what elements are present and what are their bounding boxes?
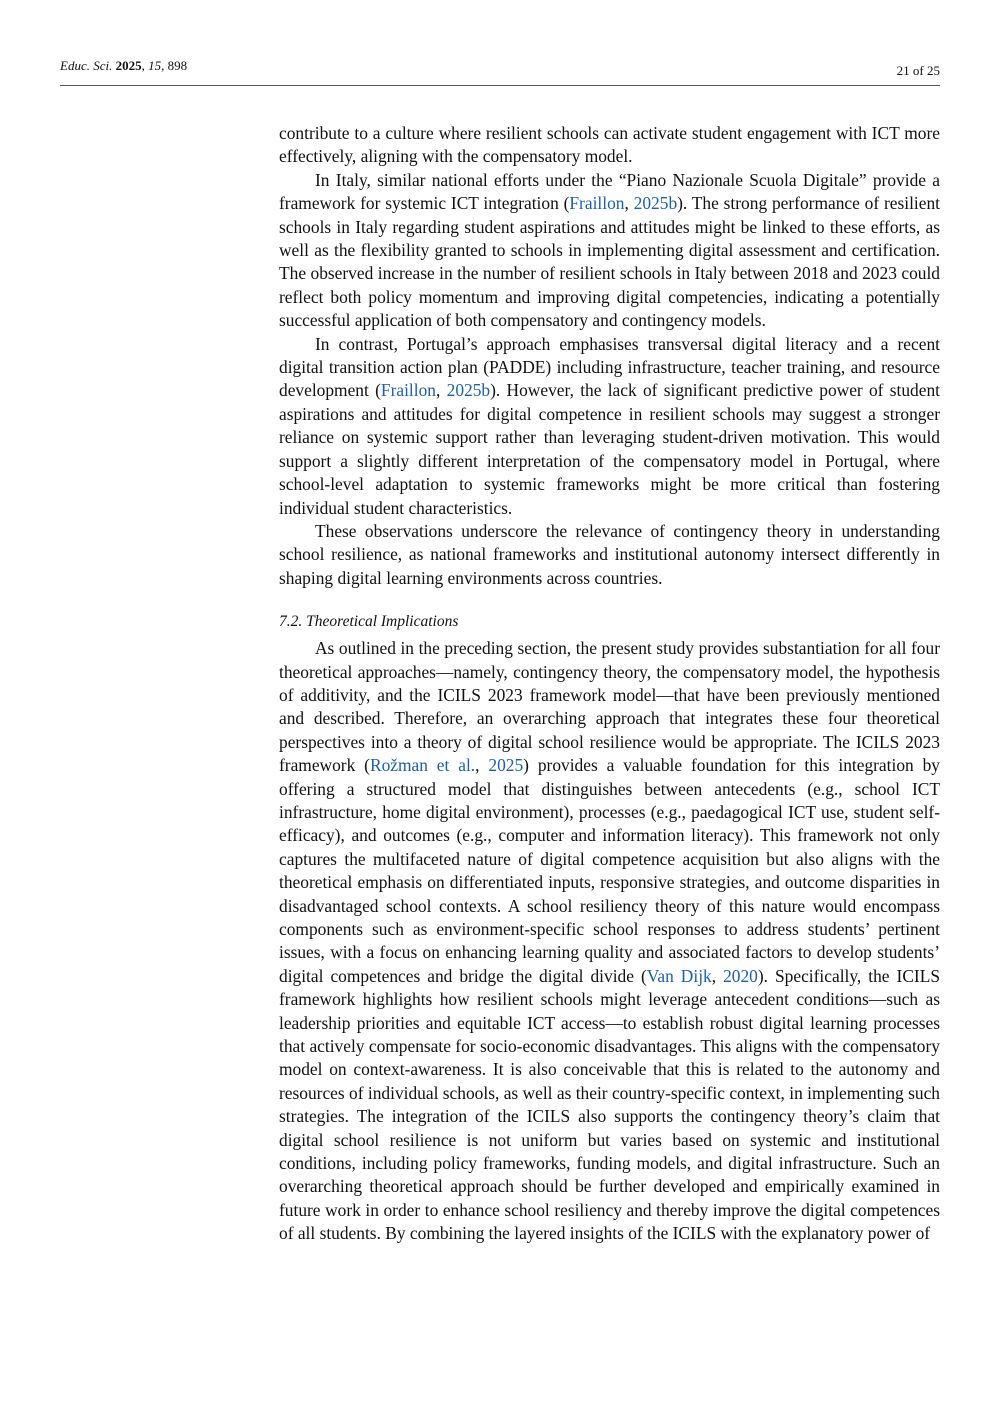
citation-link[interactable]: Fraillon — [380, 380, 436, 401]
article-number: 898 — [167, 58, 188, 73]
journal-volume: 15 — [148, 58, 162, 73]
section-heading: 7.2. Theoretical Implications — [279, 613, 459, 631]
paragraph-text: ) provides a valuable foundation for this integration by offering a structured model that distinguishes between antecedents (e.g., school ICT infrastructure, home digital environment), processes (e.g., paedagogical ICT use, student self-efficacy), and outcomes (e.g., computer and information literacy). This framework not only captures the multifaceted nature of digital competence acquisition but also aligns with the theoretical emphasis on differentiated inputs, responsive strategies, and outcome disparities in disadvantaged school contexts. A school resiliency theory of this nature would encompass components such as environment-specific school responses to address students’ pertinent issues, with a focus on enhancing learning quality and associated factors to develop students’ digital competences and bridge the digital divide ( — [279, 755, 940, 986]
paragraph-1 — [279, 122, 940, 169]
citation-link[interactable]: Van Dijk — [646, 965, 712, 986]
journal-citation: Educ. Sci. 2025, 15, 898 — [60, 58, 188, 73]
body-text — [279, 122, 940, 1246]
paragraph-text: ). However, the lack of significant predictive power of student aspirations and attitudes for digital competence in resilient schools may suggest a stronger reliance on systemic support rather than leveraging student-driven motivation. This would support a slightly different interpretation of the compensatory model in Portugal, where school-level adaptation to systemic frameworks might be more critical than fostering individual student characteristics. — [279, 380, 940, 518]
paragraph-text: These observations underscore the relevance of contingency theory in understanding school resilience, as national frameworks and institutional autonomy intersect differently in shaping digital learning environments across countries. — [279, 520, 940, 588]
paragraph-5: As outlined in the preceding section, the present study provides substantiation for all four theoretical approaches—namely, contingency theory, the compensatory model, the hypothesis of additivity, and the ICILS 2023 framework model—that have been previously mentioned and described. Therefore, an overarching approach that integrates these four theoretical perspectives into a theory of digital school resilience would be appropriate. The ICILS 2023 framework (Rožman et al., 2025) provides a valuable foundation for this integration by offering a structured model that distinguishes between antecedents (e.g., school ICT infrastructure, home digital environment), processes (e.g., paedagogical ICT use, student self-efficacy), and outcomes (e.g., computer and information literacy). This framework not only captures the multifaceted nature of digital competence acquisition but also aligns with the theoretical emphasis on differentiated inputs, responsive strategies, and outcome disparities in disadvantaged school contexts. A school resiliency theory of this nature would encompass components such as environment-specific school responses to address students’ pertinent issues, with a focus on enhancing learning quality and associated factors to develop students’ digital competences and bridge the digital divide (Van Dijk, 2020). Specifically, the ICILS framework highlights how resilient schools might leverage antecedent conditions—such as leadership priorities and equitable ICT access—to establish robust digital learning processes that actively compensate for socio-economic disadvantages. This aligns with the compensatory model on context-awareness. It is also conceivable that this is related to the autonomy and resources of individual schools, as well as their country-specific context, in implementing such strategies. The integration of the ICILS also supports the contingency theory’s claim that digital school resilience is not uniform but varies based on systemic and institutional conditions, including policy frameworks, funding models, and digital infrastructure. Such an overarching theoretical approach should be further developed and empirically examined in future work in order to enhance school resiliency and thereby improve the digital competences of all students. By combining the layered insights of the ICILS with the explanatory power of — [279, 638, 941, 1244]
citation-year-link[interactable]: 2020 — [723, 965, 758, 986]
page-number: 21 of 25 — [896, 63, 940, 78]
citation-link[interactable]: Rožman et al. — [369, 755, 476, 776]
paragraph-2: In Italy, similar national efforts under the “Piano Nazionale Scuola Digitale” provide a framework for systemic ICT integration (Fraillon, 2025b). The strong performance of resilient schools in Italy regarding student aspirations and attitudes might be linked to these efforts, as well as the flexibility granted to schools in implementing digital assessment and certification. The observed increase in the number of resilient schools in Italy between 2018 and 2023 could reflect both policy momentum and improving digital competencies, indicating a potentially successful application of both compensatory and contingency models. — [279, 169, 940, 331]
citation-link[interactable]: Fraillon — [569, 193, 625, 214]
paragraph-text: In Italy, similar national efforts under the “Piano Nazionale Scuola Digitale” provide a framework for systemic ICT integration ( — [279, 169, 940, 214]
citation-year-link[interactable]: 2025b — [633, 193, 678, 214]
citation-year-link[interactable]: 2025b — [446, 380, 491, 401]
paragraph-text: contribute to a culture where resilient schools can activate student engagement with ICT more effectively, aligning with the compensatory model. — [279, 123, 940, 167]
journal-year: 2025 — [115, 58, 142, 73]
citation-year-link[interactable]: 2025 — [488, 755, 524, 776]
paragraph-text: As outlined in the preceding section, the present study provides substantiation for all four theoretical approaches—namely, contingency theory, the compensatory model, the hypothesis of additivity, and the ICILS 2023 framework model—that have been previously mentioned and described. Therefore, an overarching approach that integrates these four theoretical perspectives into a theory of digital school resilience would be appropriate. The ICILS 2023 framework ( — [279, 638, 940, 776]
paragraph-text: In contrast, Portugal’s approach emphasises transversal digital literacy and a recent digital transition action plan (PADDE) including infrastructure, teacher training, and resource development ( — [279, 333, 940, 401]
paragraph-text: ). Specifically, the ICILS framework highlights how resilient schools might leverage antecedent conditions—such as leadership priorities and equitable ICT access—to establish robust digital learning processes that actively compensate for socio-economic disadvantages. This aligns with the compensatory model on context-awareness. It is also conceivable that this is related to the autonomy and resources of individual schools, as well as their country-specific context, in implementing such strategies. The integration of the ICILS also supports the contingency theory’s claim that digital school resilience is not uniform but varies based on systemic and institutional conditions, including policy frameworks, funding models, and digital infrastructure. Such an overarching theoretical approach should be further developed and empirically examined in future work in order to enhance school resiliency and thereby improve the digital competences of all students. By combining the layered insights of the ICILS with the explanatory power of — [279, 965, 941, 1244]
journal-abbrev: Educ. Sci. — [60, 58, 113, 73]
header-divider — [60, 85, 940, 86]
paragraph-3: In contrast, Portugal’s approach emphasises transversal digital literacy and a recent digital transition action plan (PADDE) including infrastructure, teacher training, and resource development (Fraillon, 2025b). However, the lack of significant predictive power of student aspirations and attitudes for digital competence in resilient schools may suggest a stronger reliance on systemic support rather than leveraging student-driven motivation. This would support a slightly different interpretation of the compensatory model in Portugal, where school-level adaptation to systemic frameworks might be more critical than fostering individual student characteristics. — [279, 333, 940, 518]
paragraph-text: ). The strong performance of resilient schools in Italy regarding student aspirations and attitudes might be linked to these efforts, as well as the flexibility granted to schools in implementing digital assessment and certification. The observed increase in the number of resilient schools in Italy between 2018 and 2023 could reflect both policy momentum and improving digital competencies, indicating a potentially successful application of both compensatory and contingency models. — [279, 193, 940, 331]
running-header — [60, 56, 940, 88]
paragraph-4 — [279, 520, 940, 590]
